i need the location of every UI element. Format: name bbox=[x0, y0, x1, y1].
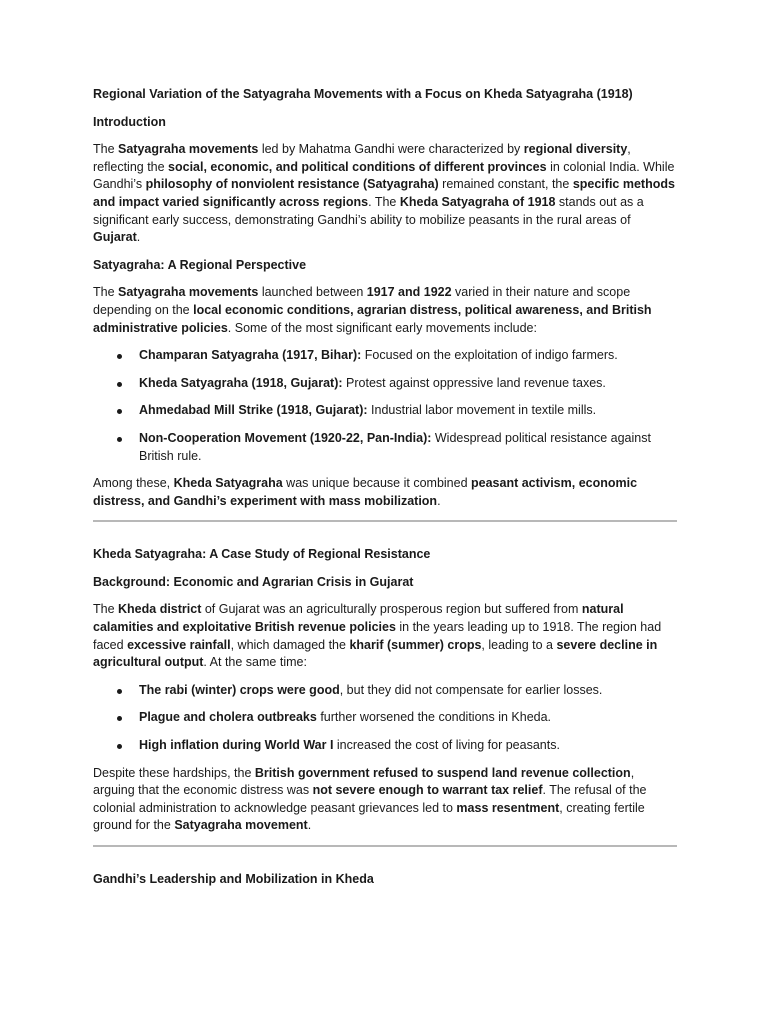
background-subheading: Background: Economic and Agrarian Crisis in Gujarat bbox=[93, 574, 414, 589]
government-refusal-paragraph: Despite these hardships, the British government refused to suspend land revenue collection, arguing that the economic distress was not severe enough to warrant tax relief. The refusal of the colonial administration to acknowledge peasant grievances led to mass resentment, creating fertile ground for the Satyagraha movement. bbox=[93, 765, 647, 833]
kheda-uniqueness-paragraph: Among these, Kheda Satyagraha was unique because it combined peasant activism, economic distress, and Gandhi’s experiment with mass mobilization. bbox=[93, 476, 638, 508]
emphasis-text: mass resentment bbox=[456, 800, 560, 815]
emphasis-text: 1917 and 1922 bbox=[366, 285, 452, 300]
kheda-background-paragraph: The Kheda district of Gujarat was an agriculturally prosperous region but suffered from natural calamities and exploitative British revenue policies in the years leading up to 1918. The region had faced excessive rainfall, which damaged the kharif (summer) crops, leading to a severe decline in agricultural output. At the same time: bbox=[93, 602, 662, 670]
emphasis-text: severe decline in agricultural output bbox=[93, 637, 658, 670]
document-title: Regional Variation of the Satyagraha Movements with a Focus on Kheda Satyagraha (1918) bbox=[93, 87, 633, 101]
emphasis-text: kharif (summer) crops bbox=[349, 637, 482, 652]
section-divider bbox=[93, 845, 677, 847]
emphasis-text: peasant activism, economic distress, and Gandhi’s experiment with mass mobilization bbox=[93, 476, 638, 508]
list-item: Ahmedabad Mill Strike (1918, Gujarat): Industrial labor movement in textile mills. bbox=[139, 402, 677, 420]
regional-perspective-heading: Satyagraha: A Regional Perspective bbox=[93, 257, 307, 272]
leadership-heading: Gandhi’s Leadership and Mobilization in Kheda bbox=[93, 872, 374, 886]
emphasis-text: Kheda Satyagraha bbox=[173, 476, 283, 491]
introduction-heading: Introduction bbox=[93, 114, 166, 129]
early-movements-list bbox=[93, 347, 677, 465]
emphasis-text: philosophy of nonviolent resistance (Satyagraha) bbox=[145, 177, 439, 192]
emphasis-text: specific methods and impact varied significantly across regions bbox=[93, 177, 675, 209]
list-item: High inflation during World War I increased the cost of living for peasants. bbox=[139, 737, 677, 755]
introduction-paragraph: The Satyagraha movements led by Mahatma Gandhi were characterized by regional diversity, reflecting the social, economic, and political conditions of different provinces in colonial India. While Gandhi’s philosophy of nonviolent resistance (Satyagraha) remained constant, the specific methods and impact varied significantly across regions. The Kheda Satyagraha of 1918 stands out as a significant early success, demonstrating Gandhi’s ability to mobilize peasants in the rural areas of Gujarat. bbox=[93, 142, 675, 245]
emphasis-text: Kheda district bbox=[118, 602, 202, 617]
emphasis-text: Kheda Satyagraha of 1918 bbox=[399, 194, 556, 209]
conditions-list bbox=[93, 682, 677, 755]
kheda-case-study-heading: Kheda Satyagraha: A Case Study of Regional Resistance bbox=[93, 547, 431, 562]
emphasis-text: natural calamities and exploitative British revenue policies bbox=[93, 602, 624, 635]
list-item: Plague and cholera outbreaks further worsened the conditions in Kheda. bbox=[139, 709, 677, 727]
regional-perspective-paragraph: The Satyagraha movements launched between 1917 and 1922 varied in their nature and scope depending on the local economic conditions, agrarian distress, political awareness, and British administrative policies. Some of the most significant early movements include: bbox=[93, 285, 652, 335]
emphasis-text: local economic conditions, agrarian distress, political awareness, and British administrative policies bbox=[93, 302, 652, 335]
list-item: Kheda Satyagraha (1918, Gujarat): Protest against oppressive land revenue taxes. bbox=[139, 375, 677, 393]
emphasis-text: excessive rainfall bbox=[127, 637, 231, 652]
emphasis-text: regional diversity bbox=[523, 142, 628, 157]
emphasis-text: not severe enough to warrant tax relief bbox=[312, 783, 543, 798]
section-divider bbox=[93, 520, 677, 522]
emphasis-text: Satyagraha movements bbox=[118, 285, 259, 300]
emphasis-text: British government refused to suspend land revenue collection bbox=[254, 765, 631, 780]
list-item: Non-Cooperation Movement (1920-22, Pan-India): Widespread political resistance against British rule. bbox=[139, 430, 677, 465]
list-item: Champaran Satyagraha (1917, Bihar): Focused on the exploitation of indigo farmers. bbox=[139, 347, 677, 365]
emphasis-text: Satyagraha movement bbox=[174, 818, 308, 833]
emphasis-text: Satyagraha movements bbox=[118, 142, 259, 157]
list-item: The rabi (winter) crops were good, but they did not compensate for earlier losses. bbox=[139, 682, 677, 700]
emphasis-text: social, economic, and political conditions of different provinces bbox=[168, 159, 547, 174]
document-body bbox=[93, 86, 677, 899]
emphasis-text: Gujarat bbox=[93, 230, 137, 245]
